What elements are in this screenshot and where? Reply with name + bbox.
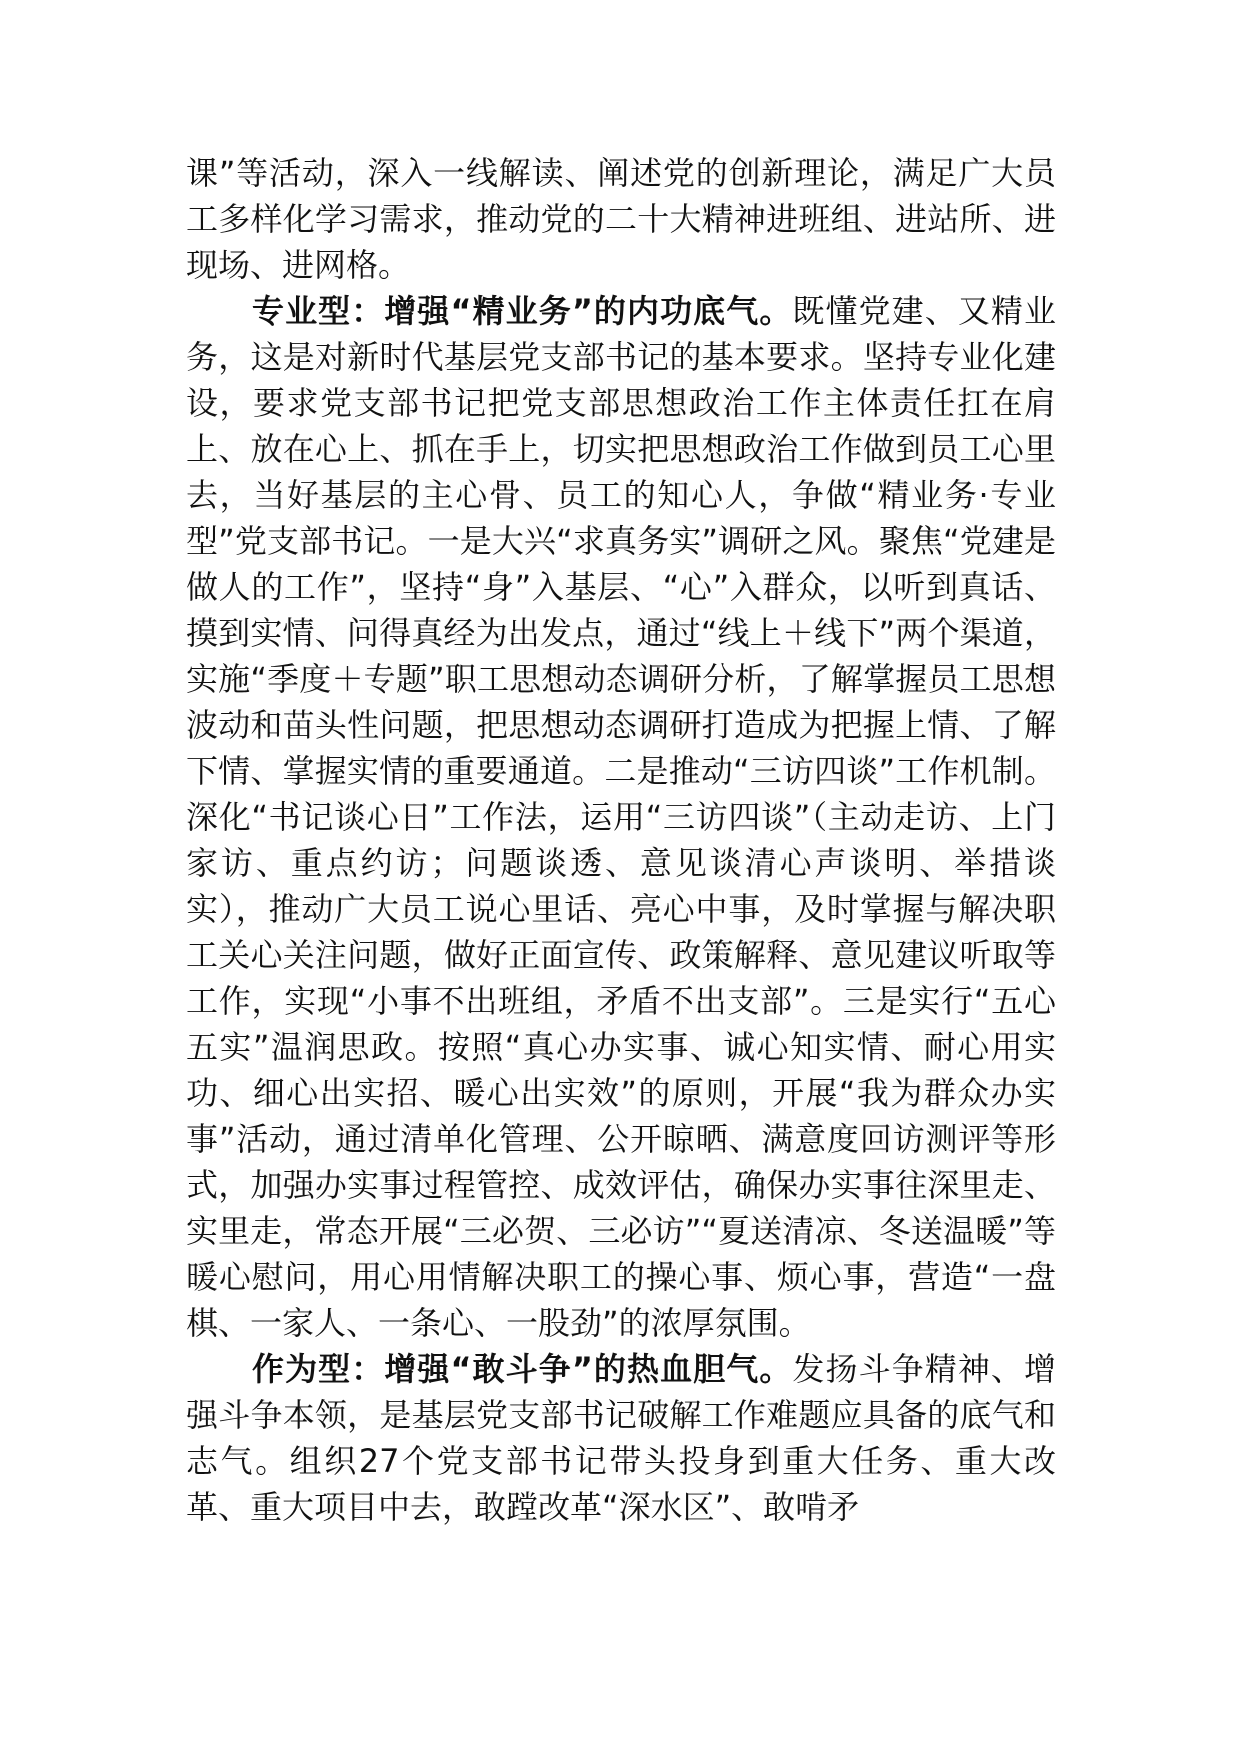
document-page [186,150,1056,1530]
paragraph-professional [186,288,1056,1346]
paragraph-heading: 作为型：增强“敢斗争”的热血胆气。 [252,1350,793,1388]
paragraph-text: 既懂党建、又精业务，这是对新时代基层党支部书记的基本要求。坚持专业化建设，要求党支部书记把党支部思想政治工作主体责任扛在肩上、放在心上、抓在手上，切实把思想政治工作做到员工心里去，当好基层的主心骨、员工的知心人，争做“精业务·专业型”党支部书记。一是大兴“求真务实”调研之风。聚焦“党建是做人的工作”，坚持“身”入基层、“心”入群众，以听到真话、摸到实情、问得真经为出发点，通过“线上＋线下”两个渠道，实施“季度＋专题”职工思想动态调研分析，了解掌握员工思想波动和苗头性问题，把思想动态调研打造成为把握上情、了解下情、掌握实情的重要通道。二是推动“三访四谈”工作机制。深化“书记谈心日”工作法，运用“三访四谈”（主动走访、上门家访、重点约访；问题谈透、意见谈清心声谈明、举措谈实），推动广大员工说心里话、亮心中事，及时掌握与解决职工关心关注问题，做好正面宣传、政策解释、意见建议听取等工作，实现“小事不出班组，矛盾不出支部”。三是实行“五心五实”温润思政。按照“真心办实事、诚心知实情、耐心用实功、细心出实招、暖心出实效”的原则，开展“我为群众办实事”活动，通过清单化管理、公开晾晒、满意度回访测评等形式，加强办实事过程管控、成效评估，确保办实事往深里走、实里走，常态开展“三必贺、三必访”“夏送清凉、冬送温暖”等暖心慰问，用心用情解决职工的操心事、烦心事，营造“一盘棋、一家人、一条心、一股劲”的浓厚氛围。 [186,292,1056,1342]
paragraph-continuation [186,150,1056,288]
paragraph-action [186,1346,1056,1530]
paragraph-text: 发扬斗争精神、增强斗争本领，是基层党支部书记破解工作难题应具备的底气和志气。组织27个党支部书记带头投身到重大任务、重大改革、重大项目中去，敢蹚改革“深水区”、敢啃矛 [186,1350,1056,1526]
paragraph-text: 课”等活动，深入一线解读、阐述党的创新理论，满足广大员工多样化学习需求，推动党的二十大精神进班组、进站所、进现场、进网格。 [186,154,1056,284]
paragraph-heading: 专业型：增强“精业务”的内功底气。 [252,292,793,330]
